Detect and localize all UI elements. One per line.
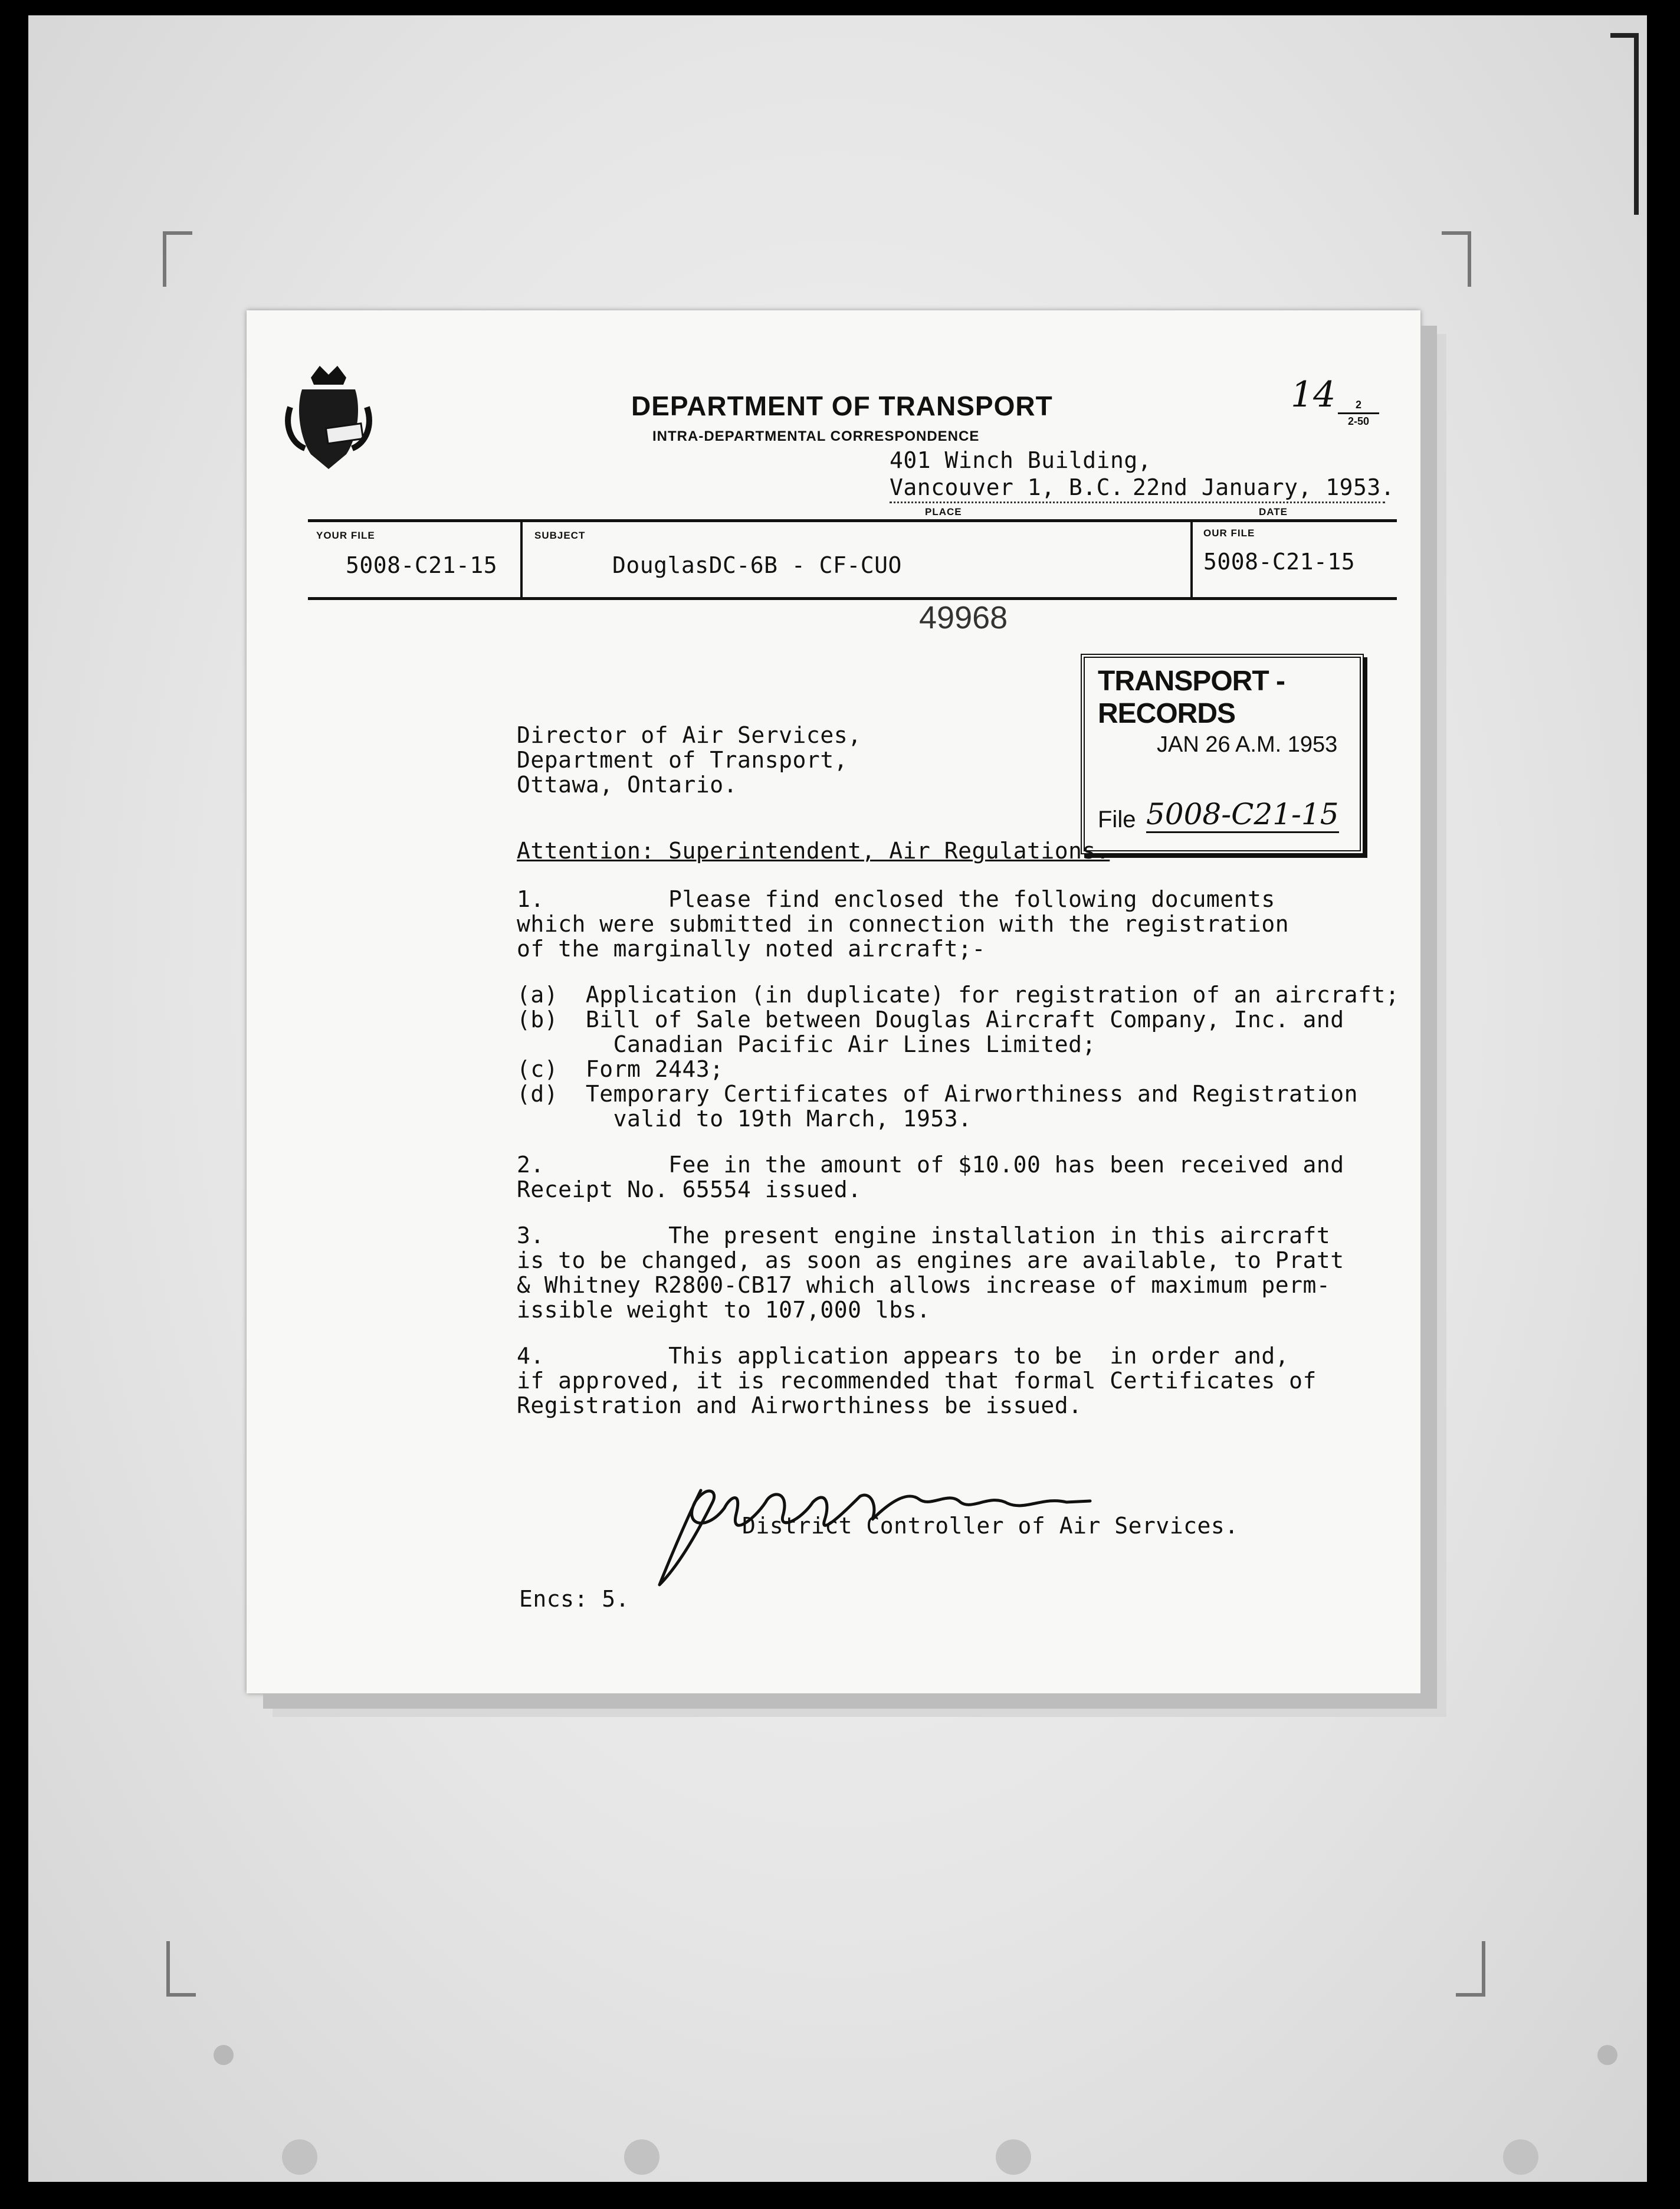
stamp-date: JAN 26 A.M. 1953 <box>1157 732 1338 757</box>
attention-line: Attention: Superintendent, Air Regulations. <box>517 838 1110 864</box>
your-file-number: 5008-C21-15 <box>346 552 498 578</box>
body-line: 2. Fee in the amount of $10.00 has been received and <box>517 1152 1344 1178</box>
recipient-line: Ottawa, Ontario. <box>517 772 738 798</box>
our-file-label: OUR FILE <box>1203 527 1255 539</box>
enclosures: Encs: 5. <box>519 1586 630 1612</box>
body-line: & Whitney R2800-CB17 which allows increase of maximum perm- <box>517 1272 1331 1298</box>
correspondence-subtitle: INTRA-DEPARTMENTAL CORRESPONDENCE <box>652 428 980 444</box>
place-label: PLACE <box>925 506 962 517</box>
body-line: 4. This application appears to be in order and, <box>517 1343 1289 1369</box>
letter-body <box>517 886 1399 1417</box>
address-line-2: Vancouver 1, B.C. <box>890 474 1124 500</box>
body-line: 3. The present engine installation in this aircraft <box>517 1223 1331 1248</box>
place-date-dotted-line <box>890 502 1385 503</box>
crop-mark-bottom-right <box>1456 1941 1485 1997</box>
transport-records-stamp <box>1081 654 1364 854</box>
form-number-top: 2 <box>1355 399 1361 411</box>
page-mark: 14 <box>1291 374 1336 415</box>
crop-mark-top-right <box>1442 231 1471 287</box>
form-number-divider <box>1338 412 1379 414</box>
pin-hole <box>1597 2045 1617 2065</box>
body-line: (c) Form 2443; <box>517 1056 724 1082</box>
letter-date: 22nd January, 1953. <box>1133 474 1395 500</box>
body-line: 1. Please find enclosed the following documents <box>517 886 1275 912</box>
recipient-line: Department of Transport, <box>517 747 848 773</box>
body-line: (b) Bill of Sale between Douglas Aircraft Company, Inc. and <box>517 1007 1344 1033</box>
subject-label: SUBJECT <box>534 530 586 541</box>
frame-corner <box>1610 33 1639 215</box>
coat-of-arms-icon <box>284 360 373 472</box>
body-line: valid to 19th March, 1953. <box>517 1106 972 1132</box>
pin-hole <box>214 2045 234 2065</box>
recipient-line: Director of Air Services, <box>517 722 862 748</box>
body-line: (d) Temporary Certificates of Airworthiness and Registration <box>517 1081 1359 1107</box>
file-row-bottom-rule <box>308 597 1397 600</box>
body-line <box>517 1201 1399 1223</box>
pin-hole <box>624 2139 659 2175</box>
stamp-title: TRANSPORT - RECORDS <box>1098 666 1285 729</box>
body-line: Canadian Pacific Air Lines Limited; <box>517 1031 1096 1057</box>
body-line: Registration and Airworthiness be issued. <box>517 1392 1082 1418</box>
signature-title: District Controller of Air Services. <box>742 1513 1239 1539</box>
stamp-file-value: 5008-C21-15 <box>1146 797 1339 833</box>
file-row-top-rule <box>308 519 1397 522</box>
date-label: DATE <box>1259 506 1288 517</box>
pin-hole <box>1503 2139 1538 2175</box>
file-row-divider-1 <box>520 519 523 599</box>
letter-page <box>247 310 1420 1693</box>
crop-mark-top-left <box>163 231 192 287</box>
scan-background <box>28 15 1647 2182</box>
pin-hole <box>282 2139 317 2175</box>
body-line <box>517 961 1399 982</box>
body-line <box>517 1130 1399 1152</box>
file-row-divider-2 <box>1190 519 1193 599</box>
our-file-number: 5008-C21-15 <box>1203 549 1356 575</box>
your-file-label: YOUR FILE <box>316 530 375 541</box>
form-number <box>1338 399 1379 428</box>
department-title: DEPARTMENT OF TRANSPORT <box>631 391 1053 421</box>
body-line: Receipt No. 65554 issued. <box>517 1176 862 1202</box>
body-line: issible weight to 107,000 lbs. <box>517 1297 931 1323</box>
body-line: is to be changed, as soon as engines are available, to Pratt <box>517 1247 1344 1273</box>
subject-text: DouglasDC-6B - CF-CUO <box>612 552 902 578</box>
body-line: if approved, it is recommended that formal Certificates of <box>517 1368 1317 1394</box>
body-line: of the marginally noted aircraft;- <box>517 936 986 962</box>
pin-hole <box>996 2139 1031 2175</box>
body-line: which were submitted in connection with the registration <box>517 911 1289 937</box>
form-number-bottom: 2-50 <box>1347 415 1370 427</box>
stamp-file-label: File <box>1098 807 1136 833</box>
body-line: (a) Application (in duplicate) for registration of an aircraft; <box>517 982 1400 1008</box>
crop-mark-bottom-left <box>166 1941 196 1997</box>
handwritten-number: 49968 <box>919 600 1008 635</box>
address-line-1: 401 Winch Building, <box>890 447 1152 473</box>
body-line <box>517 1322 1399 1343</box>
